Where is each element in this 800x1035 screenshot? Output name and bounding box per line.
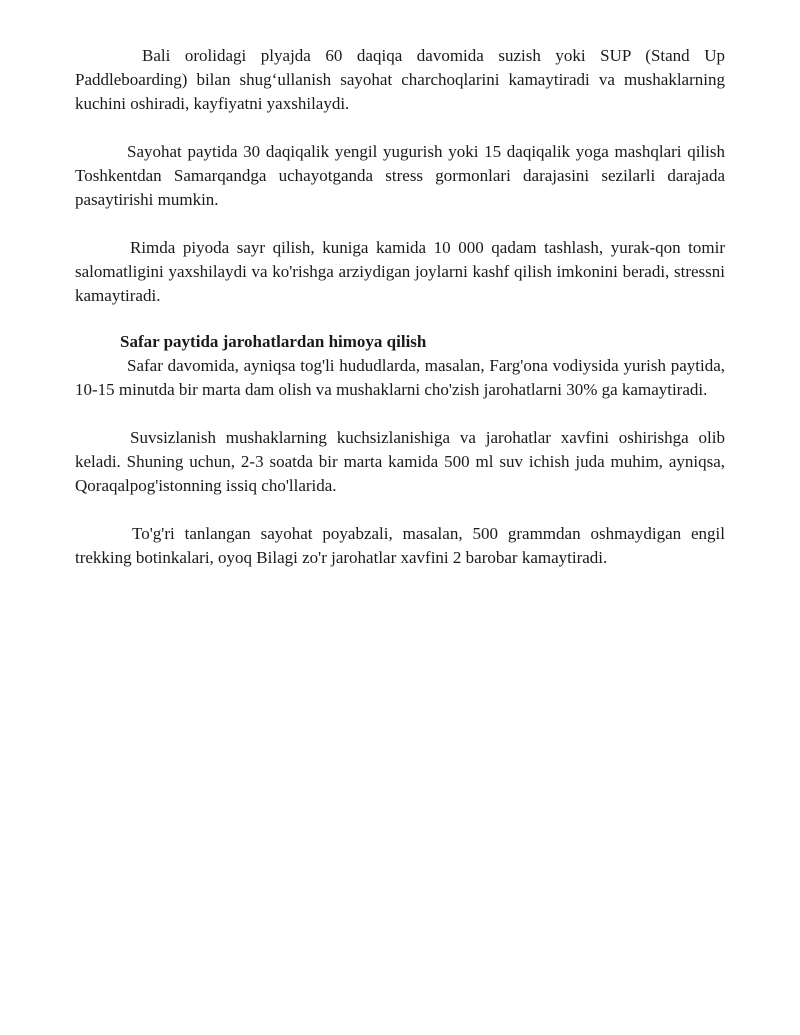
paragraph-travel-exercise: Sayohat paytida 30 daqiqalik yengil yugurish yoki 15 daqiqalik yoga mashqlari qilish Toshkentdan Samarqandga uchayotganda stress gormonlari darajasini sezilarli darajada pasaytirishi mumkin. xyxy=(75,142,725,209)
document-body xyxy=(75,44,725,570)
paragraph-rest-stretching: Safar davomida, ayniqsa tog'li hududlarda, masalan, Farg'ona vodiysida yurish paytida, 10-15 minutda bir marta dam olish va mushaklarni cho'zish jarohatlarni 30% ga kamaytiradi. xyxy=(75,356,725,399)
paragraph-footwear: To'g'ri tanlangan sayohat poyabzali, masalan, 500 grammdan oshmaydigan engil trekking botinkalari, oyoq Bilagi zo'r jarohatlar xavfini 2 barobar kamaytiradi. xyxy=(75,524,725,567)
section-heading: Safar paytida jarohatlardan himoya qilish xyxy=(120,332,427,351)
paragraph-rome-walking: Rimda piyoda sayr qilish, kuniga kamida 10 000 qadam tashlash, yurak-qon tomir salomatligini yaxshilaydi va ko'rishga arziydigan joylarni kashf qilish imkonini beradi, stressni kamaytiradi. xyxy=(75,238,725,305)
paragraph-bali-swimming: Bali orolidagi plyajda 60 daqiqa davomida suzish yoki SUP (Stand Up Paddleboarding) bilan shug‘ullanish sayohat charchoqlarini kamaytiradi va mushaklarning kuchini oshiradi, kayfiyatni yaxshilaydi. xyxy=(75,46,725,113)
paragraph-hydration: Suvsizlanish mushaklarning kuchsizlanishiga va jarohatlar xavfini oshirishga olib keladi. Shuning uchun, 2-3 soatda bir marta kamida 500 ml suv ichish juda muhim, ayniqsa, Qoraqalpog'istonning issiq cho'llarida. xyxy=(75,428,725,495)
